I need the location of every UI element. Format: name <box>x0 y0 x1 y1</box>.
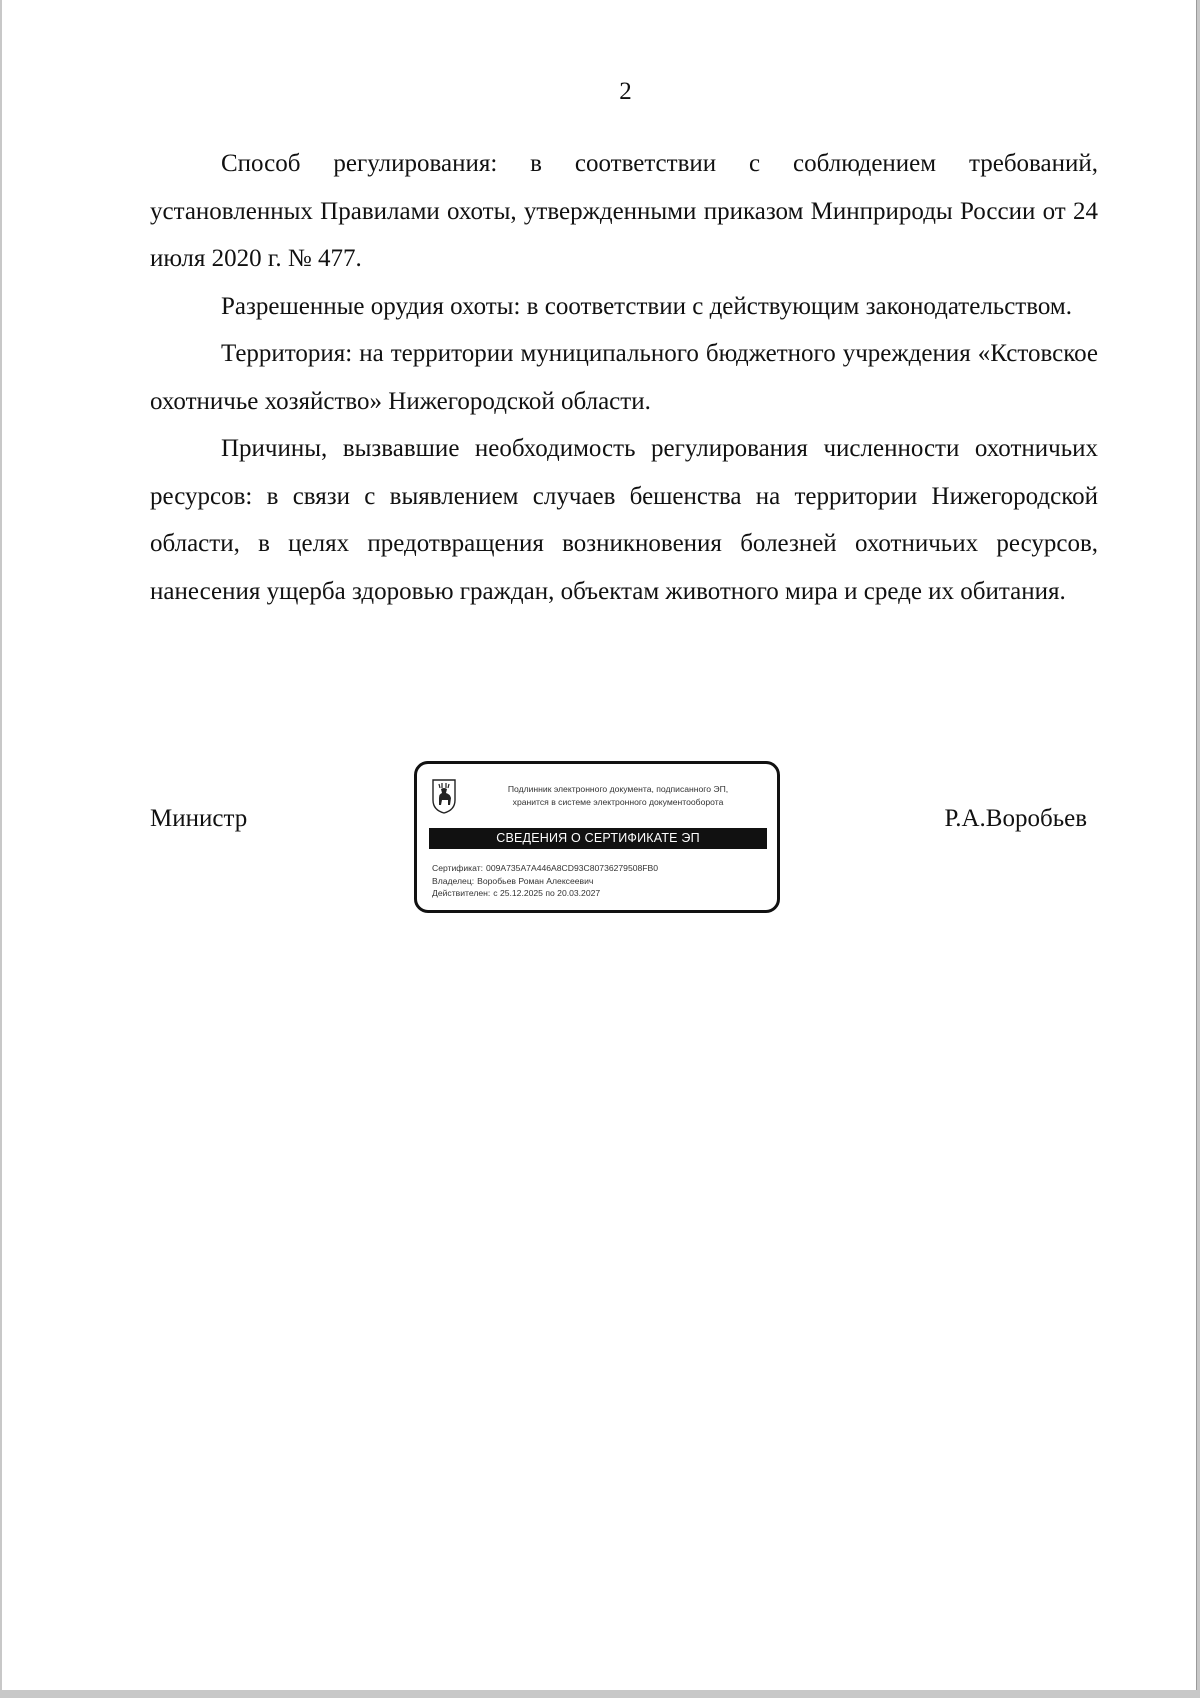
validity-value: с 25.12.2025 по 20.03.2027 <box>493 888 601 898</box>
owner-row <box>432 875 772 888</box>
certificate-value: 009A735A7A446A8CD93C80736279508FB0 <box>486 863 659 873</box>
certificate-label: Сертификат: <box>432 863 484 873</box>
paragraph-reasons: Причины, вызвавшие необходимость регулирования численности охотничьих ресурсов: в связи с выявлением случаев бешенства на территории Нижегородской области, в целях предотвращения возникновения болезней охотничьих ресурсов, нанесения ущерба здоровью граждан, объектам животного мира и среде их обитания. <box>150 435 1098 605</box>
stamp-header <box>465 783 771 809</box>
stamp-header-line: Подлинник электронного документа, подписанного ЭП, <box>507 784 729 794</box>
validity-row <box>432 887 772 900</box>
certificate-row <box>432 862 772 875</box>
paragraph-territory: Территория: на территории муниципального бюджетного учреждения «Кстовское охотничье хозяйство» Нижегородской области. <box>150 340 1098 415</box>
document-page <box>2 0 1197 1690</box>
owner-label: Владелец: <box>432 875 475 886</box>
signer-name: Р.А.Воробьев <box>944 805 1087 832</box>
stamp-title-bar: СВЕДЕНИЯ О СЕРТИФИКАТЕ ЭП <box>429 828 767 849</box>
validity-label: Действителен: <box>432 888 491 898</box>
stamp-header-line: хранится в системе электронного документооборота <box>512 797 724 807</box>
signer-role: Министр <box>150 805 248 832</box>
page-number: 2 <box>619 78 632 105</box>
paragraph-regulation-method: Способ регулирования: в соответствии с соблюдением требований, установленных Правилами охоты, утвержденными приказом Минприроды России от 24 июля 2020 г. № 477. <box>150 150 1098 272</box>
deer-coat-of-arms-icon <box>431 778 457 814</box>
paragraph-hunting-tools: Разрешенные орудия охоты: в соответствии с действующим законодательством. <box>221 292 1072 320</box>
electronic-signature-stamp <box>414 761 780 913</box>
body-text <box>150 140 1098 615</box>
stamp-certificate-details <box>432 862 772 900</box>
owner-value: Воробьев Роман Алексеевич <box>477 875 594 886</box>
